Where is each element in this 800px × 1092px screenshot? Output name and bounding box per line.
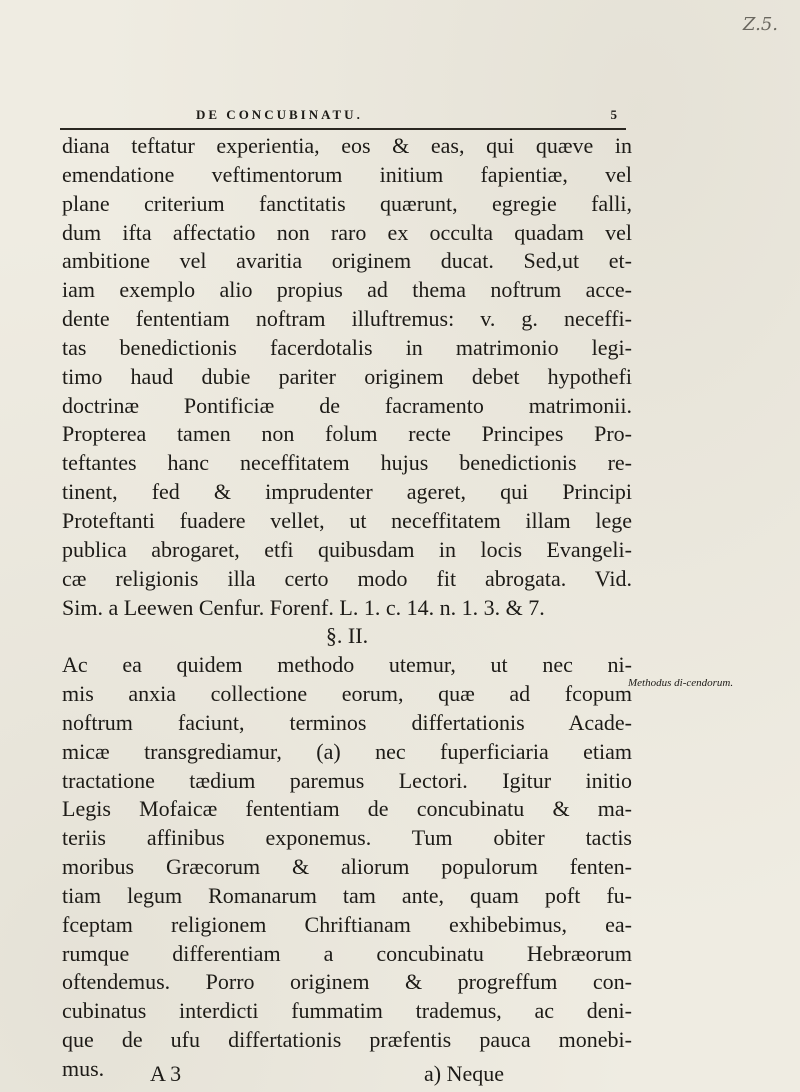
text-line: micæ transgrediamur, (a) nec fuperficiaria etiam xyxy=(62,738,632,764)
text-line: oftendemus. Porro originem & progreffum con- xyxy=(62,969,632,995)
text-line: tinent, fed & imprudenter ageret, qui Principi xyxy=(62,479,632,505)
text-line: teriis affinibus exponemus. Tum obiter tactis xyxy=(62,825,632,851)
text-line: fceptam religionem Chriftianam exhibebimus, ea- xyxy=(62,911,632,937)
text-line: tiam legum Romanarum tam ante, quam poft fu- xyxy=(62,882,632,908)
text-line: doctrinæ Pontificiæ de facramento matrimonii. xyxy=(62,392,632,418)
text-line: publica abrogaret, etfi quibusdam in locis Evangeli- xyxy=(62,536,632,562)
running-head-title: DE CONCUBINATU. xyxy=(196,107,363,122)
text-line: rumque differentiam a concubinatu Hebræorum xyxy=(62,940,632,966)
text-line: ambitione vel avaritia originem ducat. Sed,ut et- xyxy=(62,248,632,274)
page-footer xyxy=(62,1060,632,1088)
text-line: Proteftanti fuadere vellet, ut neceffitatem illam lege xyxy=(62,507,632,533)
text-line: dente fententiam noftram illuftremus: v. g. neceffi- xyxy=(62,306,632,332)
body-text xyxy=(62,132,632,1084)
corner-annotation: Z.5. xyxy=(742,14,778,35)
text-line: tas benedictionis facerdotalis in matrimonio legi- xyxy=(62,334,632,360)
text-line: cubinatus interdicti fummatim trademus, ac deni- xyxy=(62,998,632,1024)
page-number: 5 xyxy=(610,107,620,122)
text-line: diana teftatur experientia, eos & eas, qui quæve in xyxy=(62,133,632,158)
marginal-note: Methodus di-cendorum. xyxy=(628,677,734,689)
text-line: Propterea tamen non folum recte Principes Pro- xyxy=(62,421,632,447)
text-line: iam exemplo alio propius ad thema noftrum acce- xyxy=(62,277,632,303)
catchword: a) Neque xyxy=(424,1061,505,1086)
text-line: dum ifta affectatio non raro ex occulta quadam vel xyxy=(62,219,632,245)
text-line: teftantes hanc neceffitatem hujus benedictionis re- xyxy=(62,450,632,476)
header-rule xyxy=(60,128,626,130)
text-line: moribus Græcorum & aliorum populorum fenten- xyxy=(62,854,632,880)
section-heading: §. II. xyxy=(325,623,369,649)
citation-line: Sim. a Leewen Cenfur. Forenf. L. 1. c. 14. n. 1. 3. & 7. xyxy=(62,594,545,620)
signature-mark: A 3 xyxy=(150,1061,182,1086)
text-line: plane criterium fanctitatis quærunt, egregie falli, xyxy=(62,190,632,216)
running-head xyxy=(196,107,620,129)
text-line: timo haud dubie pariter originem debet hypothefi xyxy=(62,363,632,389)
text-line: que de ufu differtationis præfentis pauca monebi- xyxy=(62,1027,632,1053)
text-line: noftrum faciunt, terminos differtationis Acade- xyxy=(62,709,632,735)
text-line: cæ religionis illa certo modo fit abrogata. Vid. xyxy=(62,565,632,591)
text-line: tractatione tædium paremus Lectori. Igitur initio xyxy=(62,767,632,793)
text-line: Legis Mofaicæ fententiam de concubinatu & ma- xyxy=(62,796,632,822)
text-line: emendatione veftimentorum initium fapientiæ, vel xyxy=(62,161,632,187)
text-line: Ac ea quidem methodo utemur, ut nec ni- xyxy=(62,652,632,678)
text-line: mis anxia collectione eorum, quæ ad fcopum xyxy=(62,681,632,707)
text-line: mus. xyxy=(62,1056,105,1081)
